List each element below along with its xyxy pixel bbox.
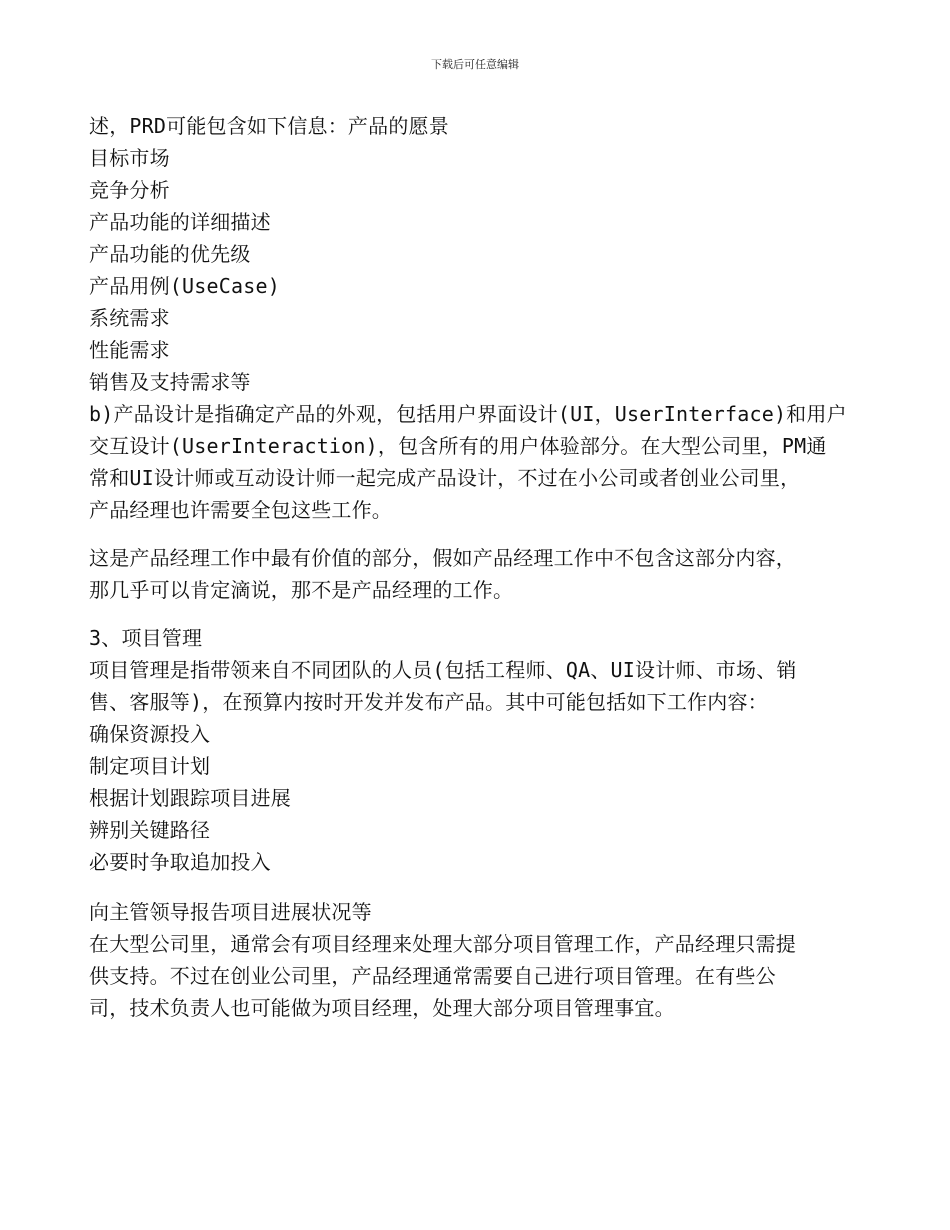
text-line: 产品功能的优先级 (89, 242, 251, 266)
section-heading: 3、项目管理 (89, 626, 203, 650)
text-line: 项目管理是指带领来自不同团队的人员(包括工程师、QA、UI设计师、市场、销 (89, 658, 797, 682)
text-line: 常和UI设计师或互动设计师一起完成产品设计，不过在小公司或者创业公司里， (89, 466, 801, 490)
list-item: 辨别关键路径 (89, 818, 211, 842)
document-body (89, 110, 869, 1024)
text-line: 那几乎可以肯定滴说，那不是产品经理的工作。 (89, 578, 514, 602)
text-line: 系统需求 (89, 306, 170, 330)
list-item: 根据计划跟踪项目进展 (89, 786, 291, 810)
text-line: 产品用例(UseCase) (89, 274, 280, 298)
text-line: b)产品设计是指确定产品的外观，包括用户界面设计(UI，UserInterface)和用户 (89, 402, 847, 426)
page-header: 下载后可任意编辑 (431, 58, 519, 71)
text-line: 目标市场 (89, 146, 170, 170)
text-line: 产品经理也许需要全包这些工作。 (89, 498, 392, 522)
list-item: 向主管领导报告项目进展状况等 (89, 900, 372, 924)
text-line: 竞争分析 (89, 178, 170, 202)
list-item: 制定项目计划 (89, 754, 211, 778)
text-line: 销售及支持需求等 (89, 370, 251, 394)
list-item: 必要时争取追加投入 (89, 850, 271, 874)
text-line: 司，技术负责人也可能做为项目经理，处理大部分项目管理事宜。 (89, 996, 675, 1020)
text-line: 产品功能的详细描述 (89, 210, 271, 234)
text-line: 在大型公司里，通常会有项目经理来处理大部分项目管理工作，产品经理只需提 (89, 932, 796, 956)
list-item: 确保资源投入 (89, 722, 211, 746)
text-line: 这是产品经理工作中最有价值的部分，假如产品经理工作中不包含这部分内容， (89, 546, 796, 570)
text-line: 交互设计(UserInteraction)，包含所有的用户体验部分。在大型公司里，PM通 (89, 434, 827, 458)
text-line: 供支持。不过在创业公司里，产品经理通常需要自己进行项目管理。在有些公 (89, 964, 776, 988)
text-line: 售、客服等)，在预算内按时开发并发布产品。其中可能包括如下工作内容： (89, 690, 768, 714)
text-line: 性能需求 (89, 338, 170, 362)
text-line: 述，PRD可能包含如下信息：产品的愿景 (89, 114, 449, 138)
